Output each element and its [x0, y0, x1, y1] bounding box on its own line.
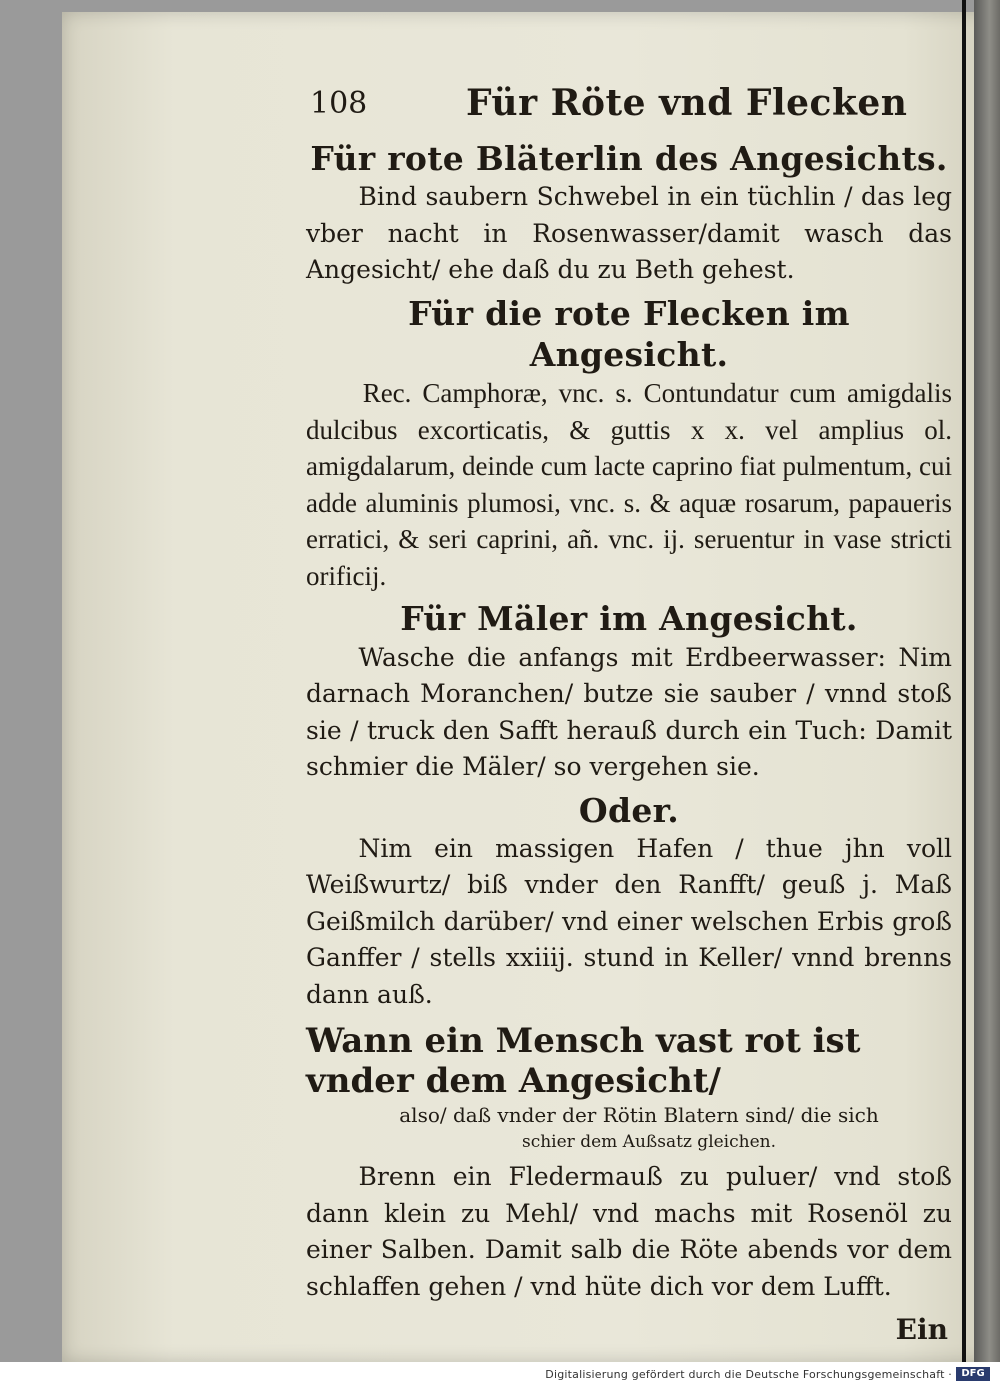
running-title: Für Röte vnd Flecken [466, 82, 908, 124]
section-body: Brenn ein Fledermauß zu puluer/ vnd stoß dann klein zu Mehl/ vnd machs mit Rosenöl zu einer Salben. Damit salb die Röte abends vor dem schlaffen gehen / vnd hüte dich vor dem Lufft. [306, 1162, 952, 1301]
section-heading: Für die rote Flecken im Angesicht. [408, 293, 850, 374]
section-body: Rec. Camphoræ, vnc. s. Contundatur cum amigdalis dulcibus excorticatis, & guttis x x. vel amplius ol. amigdalarum, deinde cum lacte caprino fiat pulmentum, cui adde aluminis plumosi, vnc. s. & aquæ rosarum, papaueris erratici, & seri caprini, añ. vnc. ij. seruentur in vase stricti orificij. [306, 378, 952, 591]
section-heading: Wann ein Mensch vast rot ist vnder dem Angesicht/ [306, 1021, 861, 1102]
section-subheading: schier dem Außsatz gleichen. [521, 1132, 777, 1153]
running-head [306, 76, 952, 138]
dfg-logo: DFG [956, 1367, 990, 1381]
page-text [306, 76, 952, 1347]
footer [0, 1362, 1000, 1387]
section-body: Nim ein massigen Hafen / thue jhn voll Weißwurtz/ biß vnder den Ranfft/ geuß j. Maß Geißmilch darüber/ vnd einer welschen Erbis groß Ganffer / stells xxiiij. stund in Keller/ vnnd brenns dann auß. [306, 833, 952, 1009]
section-body: Wasche die anfangs mit Erdbeerwasser: Nim darnach Moranchen/ butze sie sauber / vnnd stoß sie / truck den Safft herauß durch ein Tuch: Damit schmier die Mäler/ so vergehen sie. [306, 642, 952, 781]
catchword: Ein [895, 1313, 948, 1347]
section-heading: Für rote Bläterlin des Angesichts. [310, 139, 948, 178]
page-gutter-line [962, 0, 966, 1362]
funding-credit: Digitalisierung gefördert durch die Deutsche Forschungsgemeinschaft · [545, 1368, 952, 1381]
section-heading: Für Mäler im Angesicht. [400, 599, 858, 639]
page-number: 108 [310, 86, 368, 121]
section-subheading: also/ daß vnder der Rötin Blatern sind/ die sich [399, 1103, 879, 1128]
book-edge [974, 0, 1000, 1362]
section-body: Bind saubern Schwebel in ein tüchlin / das leg vber nacht in Rosenwasser/damit wasch das Angesicht/ ehe daß du zu Beth gehest. [306, 182, 952, 285]
section-heading: Oder. [578, 790, 680, 830]
